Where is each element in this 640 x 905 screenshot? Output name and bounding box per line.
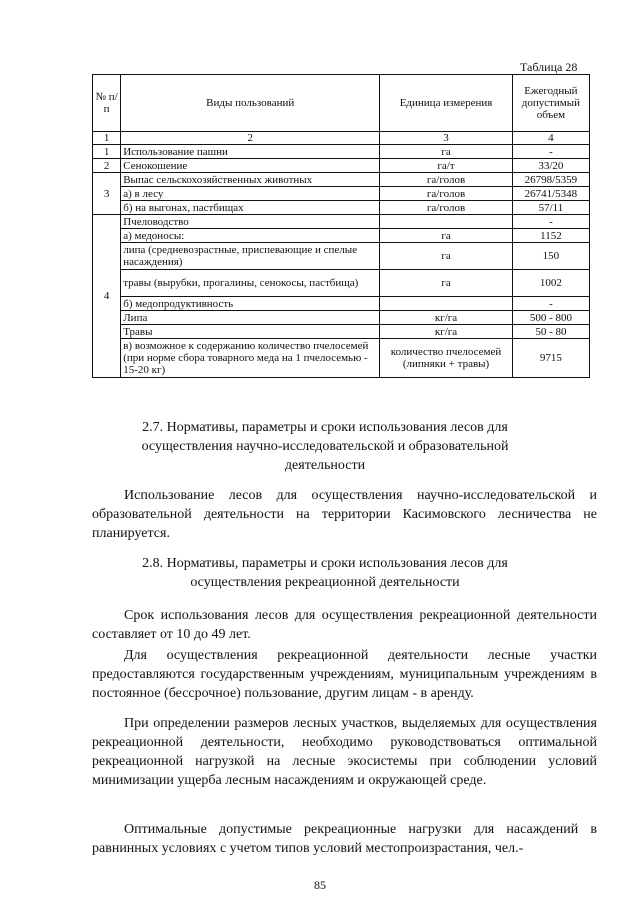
row-use-type: Сенокошение <box>121 159 380 173</box>
row-use-type: Использование пашни <box>121 145 380 159</box>
row-value: - <box>512 297 589 311</box>
row-unit: га/голов <box>380 173 513 187</box>
row-unit: количество пчелосемей (липняки + травы) <box>380 339 513 378</box>
section-2-7-paragraph: Использование лесов для осуществления научно-исследовательской и образовательной деятельности на территории Касимовского лесничества не планируется. <box>92 488 597 541</box>
section-2-8-paragraph-4: Оптимальные допустимые рекреационные нагрузки для насаждений в равнинных условиях с учетом типов условий местопроизрастания, чел.- <box>92 822 597 856</box>
table-row <box>93 201 590 215</box>
row-value: 57/11 <box>512 201 589 215</box>
row-use-type: б) медопродуктивность <box>121 297 380 311</box>
row-unit: га/голов <box>380 187 513 201</box>
row-value: 9715 <box>512 339 589 378</box>
header-use-type: Виды пользований <box>121 75 380 132</box>
table-row <box>93 173 590 187</box>
table-row <box>93 311 590 325</box>
row-use-type: Пчеловодство <box>121 215 380 229</box>
row-use-type: а) медоносы: <box>121 229 380 243</box>
table-row <box>93 243 590 270</box>
row-use-type: травы (вырубки, прогалины, сенокосы, пастбища) <box>121 270 380 297</box>
table-row <box>93 297 590 311</box>
section-2-8-title: 2.8. Нормативы, параметры и сроки использования лесов для осуществления рекреационной деятельности <box>142 556 508 590</box>
row-unit <box>380 215 513 229</box>
page-number: 85 <box>314 878 326 892</box>
row-value: 26741/5348 <box>512 187 589 201</box>
column-numbers-row <box>93 132 590 145</box>
table-row <box>93 159 590 173</box>
row-unit <box>380 297 513 311</box>
row-use-type: липа (средневозрастные, приспевающие и спелые насаждения) <box>121 243 380 270</box>
column-number: 2 <box>121 132 380 145</box>
section-2-8-paragraph-3: При определении размеров лесных участков, выделяемых для осуществления рекреационной деятельности, необходимо руководствоваться оптимальной рекреационной нагрузкой на лесные экосистемы при соблюдении условий минимизации ущерба лесным насаждениям и окружающей среде. <box>92 716 597 788</box>
header-annual-volume: Ежегодный допустимый объем <box>512 75 589 132</box>
row-value: 50 - 80 <box>512 325 589 339</box>
row-unit: га/т <box>380 159 513 173</box>
row-value: - <box>512 215 589 229</box>
row-number: 2 <box>93 159 121 173</box>
column-number: 3 <box>380 132 513 145</box>
row-unit: кг/га <box>380 311 513 325</box>
section-2-7-title: 2.7. Нормативы, параметры и сроки использования лесов для осуществления научно-исследовательской и образовательной деятельности <box>141 420 509 473</box>
row-unit: га <box>380 229 513 243</box>
row-value: 1152 <box>512 229 589 243</box>
table-row <box>93 187 590 201</box>
column-number: 4 <box>512 132 589 145</box>
row-value: - <box>512 145 589 159</box>
header-unit: Единица измерения <box>380 75 513 132</box>
row-value: 150 <box>512 243 589 270</box>
row-unit: га <box>380 145 513 159</box>
row-use-type: в) возможное к содержанию количество пчелосемей (при норме сбора товарного меда на 1 пчелосемью - 15-20 кг) <box>121 339 380 378</box>
row-unit: га/голов <box>380 201 513 215</box>
section-2-8-paragraph-2: Для осуществления рекреационной деятельности лесные участки предоставляются государственным учреждениям, муниципальным учреждениям в постоянное (бессрочное) пользование, другим лицам - в аренду. <box>92 648 597 701</box>
row-number: 1 <box>93 145 121 159</box>
row-use-type: Травы <box>121 325 380 339</box>
row-number: 3 <box>93 173 121 215</box>
table-caption: Таблица 28 <box>520 60 578 74</box>
row-unit: га <box>380 243 513 270</box>
table-row <box>93 339 590 378</box>
table-row <box>93 229 590 243</box>
row-number: 4 <box>93 215 121 378</box>
row-value: 500 - 800 <box>512 311 589 325</box>
header-number: № п/п <box>93 75 121 132</box>
row-value: 26798/5359 <box>512 173 589 187</box>
forest-use-table <box>92 74 590 378</box>
table-row <box>93 145 590 159</box>
column-number: 1 <box>93 132 121 145</box>
row-unit: кг/га <box>380 325 513 339</box>
section-2-8-paragraph-1: Срок использования лесов для осуществления рекреационной деятельности составляет от 10 до 49 лет. <box>92 608 597 642</box>
row-unit: га <box>380 270 513 297</box>
row-value: 33/20 <box>512 159 589 173</box>
table-header-row <box>93 75 590 132</box>
row-use-type: Выпас сельскохозяйственных животных <box>121 173 380 187</box>
row-use-type: а) в лесу <box>121 187 380 201</box>
table-row <box>93 325 590 339</box>
table-row <box>93 215 590 229</box>
row-value: 1002 <box>512 270 589 297</box>
row-use-type: б) на выгонах, пастбищах <box>121 201 380 215</box>
row-use-type: Липа <box>121 311 380 325</box>
table-row <box>93 270 590 297</box>
